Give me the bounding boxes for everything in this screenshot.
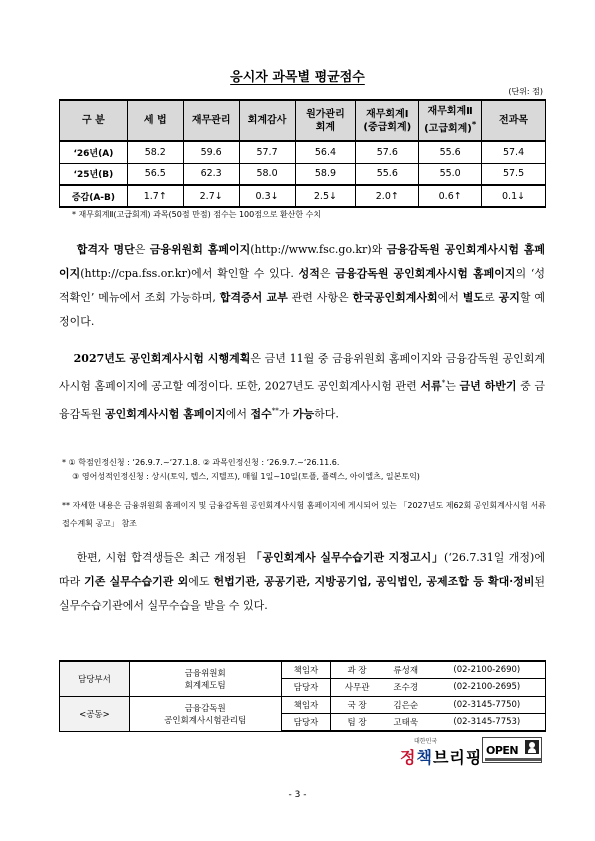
table-note: * 재무회계Ⅱ(고급회계) 과목(50점 만점) 점수는 100점으로 환산한 수치 [72, 210, 322, 219]
contact-name: 조수경 [383, 679, 429, 697]
contact-title: 국 장 [331, 696, 383, 714]
contact-role: 담당자 [281, 714, 331, 732]
table-row [60, 185, 546, 207]
cell: 59.6 [183, 141, 239, 163]
page-number: - 3 - [288, 790, 307, 800]
cell: 55.0 [419, 163, 482, 185]
table-row [60, 163, 546, 185]
contact-role: 담당자 [281, 679, 331, 697]
cell: 2.5↓ [295, 185, 356, 207]
header-cost: 원가관리 회계 [295, 100, 356, 141]
table-row [60, 141, 546, 163]
header-fa1: 재무회계Ⅰ (중급회계) [356, 100, 419, 141]
open-license-logo: OPEN [482, 737, 542, 763]
contact-row [60, 661, 546, 679]
contact-phone: (02-3145-7753) [429, 714, 546, 732]
header-fin-mgmt: 재무관리 [183, 100, 239, 141]
row-label: 증감(A-B) [60, 185, 128, 207]
cell: 58.2 [127, 141, 183, 163]
header-total: 전과목 [482, 100, 546, 141]
cell: 0.3↓ [239, 185, 295, 207]
org-fsc: 금융위원회 회계제도팀 [129, 661, 281, 696]
contact-name: 김은순 [383, 696, 429, 714]
contact-phone: (02-3145-7750) [429, 696, 546, 714]
contact-table [59, 660, 546, 732]
header-audit: 회계감사 [239, 100, 295, 141]
row-label: ‘26년(A) [60, 141, 128, 163]
dept-label: 담당부서 [60, 661, 130, 696]
score-table-header-row [60, 100, 546, 141]
org-fss: 금융감독원 공인회계사시험관리팀 [129, 696, 281, 731]
cell: 2.0↑ [356, 185, 419, 207]
cell: 55.6 [419, 141, 482, 163]
contact-role: 책임자 [281, 661, 331, 679]
score-table [59, 99, 546, 208]
cell: 1.7↑ [127, 185, 183, 207]
contact-phone: (02-2100-2690) [429, 661, 546, 679]
cell: 57.5 [482, 163, 546, 185]
footnote-1: * ① 학점인정신청 : ‘26.9.7.~‘27.1.8. ② 과목인정신청 : ‘26.9.7.~‘26.11.6. [62, 458, 340, 467]
contact-title: 과 장 [331, 661, 383, 679]
cell: 55.6 [356, 163, 419, 185]
contact-row [60, 696, 546, 714]
contact-title: 팀 장 [331, 714, 383, 732]
cell: 57.6 [356, 141, 419, 163]
cell: 62.3 [183, 163, 239, 185]
person-icon [525, 740, 539, 754]
cell: 57.7 [239, 141, 295, 163]
cell: 56.5 [127, 163, 183, 185]
header-label: 구 분 [60, 100, 128, 141]
contact-name: 고태욱 [383, 714, 429, 732]
cell: 58.9 [295, 163, 356, 185]
table-title: 응시자 과목별 평균점수 [230, 70, 365, 85]
contact-name: 류성재 [383, 661, 429, 679]
paragraph-results: 합격자 명단은 금융위원회 홈페이지(http://www.fsc.go.kr)와 금융감독원 공인회계사시험 홈페이지(http://cpa.fss.or.kr)에서 확인할 수 있다. 성적은 금융감독원 공인회계사시험 홈페이지의 ‘성적확인’ 메뉴에서 조회 가능하며, 합격증서 교부 관련 사항은 한국공인회계사회에서 별도로 공지할 예정이다. [59, 243, 545, 328]
contact-phone: (02-2100-2695) [429, 679, 546, 697]
cell: 58.0 [239, 163, 295, 185]
joint-label: <공동> [60, 696, 130, 731]
footnote-3: ** 자세한 내용은 금융위원회 홈페이지 및 금융감독원 공인회계사시험 홈페이지에 게시되어 있는 「2027년도 제62회 공인회계사시험 서류접수계획 공고」 참조 [62, 501, 546, 528]
header-tax: 세 법 [127, 100, 183, 141]
row-label: ‘25년(B) [60, 163, 128, 185]
cell: 0.1↓ [482, 185, 546, 207]
paragraph-practice: 한편, 시험 합격생들은 최근 개정된 「공인회계사 실무수습기관 지정고시」(‘26.7.31일 개정)에 따라 기존 실무수습기관 외에도 헌법기관, 공공기관, 지방공기업, 공익법인, 공제조합 등 확대·정비된 실무수습기관에서 실무수습을 받을 수 있다. [59, 551, 546, 612]
policy-briefing-logo: 대한민국 정책브리핑 [400, 738, 483, 767]
contact-title: 사무관 [331, 679, 383, 697]
cell: 2.7↓ [183, 185, 239, 207]
cell: 0.6↑ [419, 185, 482, 207]
cell: 56.4 [295, 141, 356, 163]
paragraph-2027-plan: 2027년도 공인회계사시험 시행계획은 금년 11월 중 금융위원회 홈페이지와 금융감독원 공인회계사시험 홈페이지에 공고할 예정이다. 또한, 2027년도 공인회계사시험 관련 서류*는 금년 하반기 중 금융감독원 공인회계사시험 홈페이지에서 접수**가 가능하다. [59, 352, 545, 421]
unit-label: (단위: 점) [508, 87, 543, 96]
header-fa2: 재무회계Ⅱ (고급회계)* [419, 100, 482, 141]
footnote-2: ③ 영어성적인정신청 : 상시(토익, 텝스, 지텔프), 매월 1일~10일(토플, 플렉스, 아이엘츠, 일본토익) [72, 472, 420, 481]
contact-role: 책임자 [281, 696, 331, 714]
cell: 57.4 [482, 141, 546, 163]
